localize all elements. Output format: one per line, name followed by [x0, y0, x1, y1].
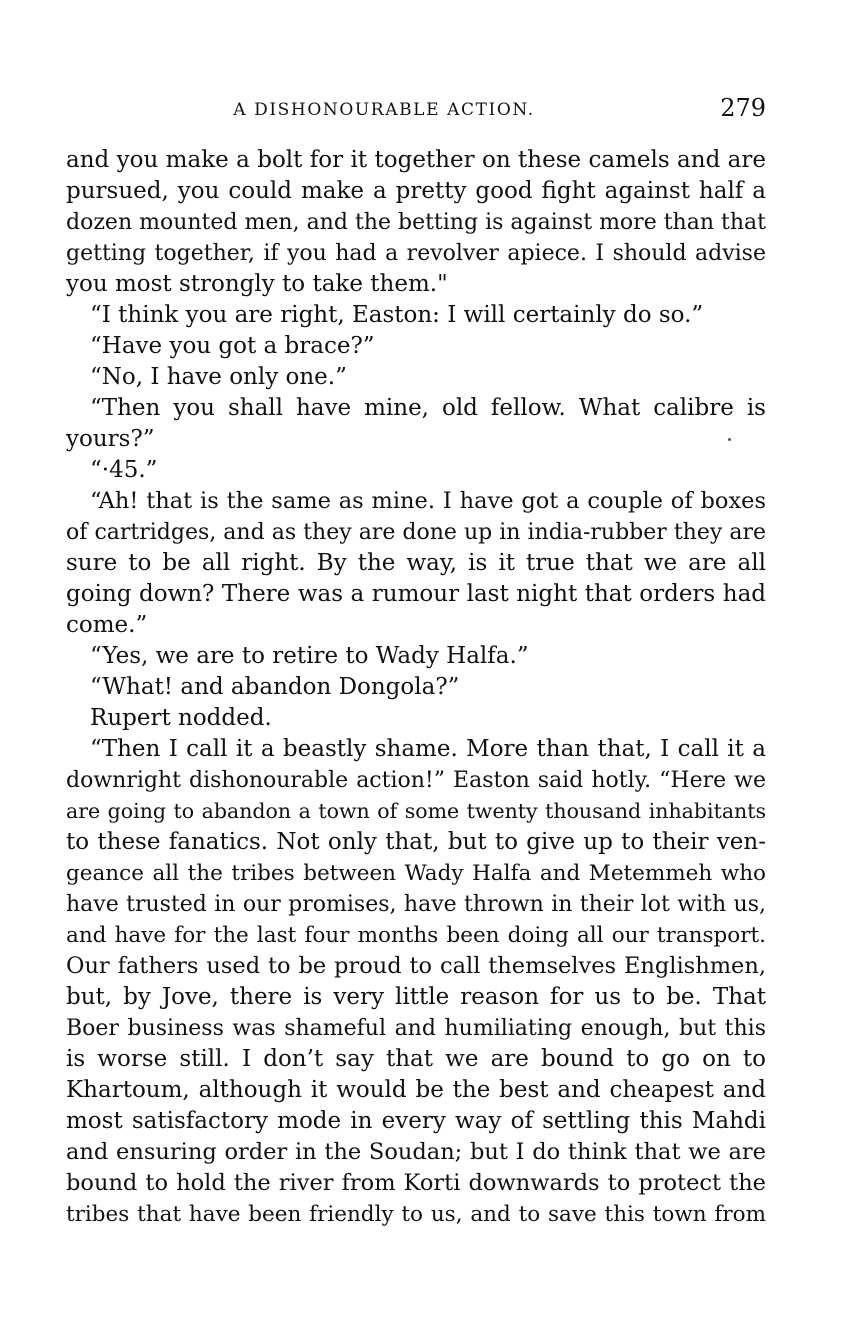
body-text	[66, 145, 766, 1230]
text-line: “Then you shall have mine, old fellow. What calibre is	[90, 395, 766, 421]
chapter-title: A DISHONOURABLE ACTION.	[233, 100, 535, 120]
text-line: “Then I call it a beastly shame. More than that, I call it a	[90, 736, 766, 762]
text-line: and ensuring order in the Soudan; but I do think that we are	[66, 1139, 766, 1165]
text-line: Rupert nodded.	[90, 705, 272, 731]
text-line: come.”	[66, 612, 148, 638]
text-line: dozen mounted men, and the betting is against more than that	[66, 210, 766, 235]
text-line: have trusted in our promises, have thrown in their lot with us,	[66, 892, 766, 917]
text-line: to these fanatics. Not only that, but to give up to their ven-	[66, 829, 766, 855]
text-line: and you make a bolt for it together on these camels and are	[66, 147, 766, 173]
text-line: getting together, if you had a revolver apiece. I should advise	[66, 241, 766, 266]
text-line: are going to abandon a town of some twenty thousand inhabitants	[66, 799, 766, 823]
text-line: most satisfactory mode in every way of settling this Mahdi	[66, 1108, 766, 1134]
page-number: 279	[720, 94, 766, 122]
running-head	[66, 94, 766, 126]
text-line: “Yes, we are to retire to Wady Halfa.”	[90, 643, 529, 669]
text-line: yours?”	[66, 426, 155, 452]
text-line: Khartoum, although it would be the best and cheapest and	[66, 1077, 766, 1103]
text-line: sure to be all right. By the way, is it true that we are all	[66, 550, 766, 576]
text-line: you most strongly to take them."	[66, 271, 448, 297]
text-line: bound to hold the river from Korti downwards to protect the	[66, 1170, 766, 1196]
text-line: pursued, you could make a pretty good fight against half a	[66, 178, 766, 204]
text-line: but, by Jove, there is very little reason for us to be. That	[66, 984, 766, 1010]
text-line: and have for the last four months been doing all our transport.	[66, 923, 766, 948]
text-line: of cartridges, and as they are done up in india-rubber they are	[66, 520, 766, 545]
text-line: “·45.”	[90, 457, 158, 483]
text-line: “Have you got a brace?”	[90, 333, 375, 359]
text-line: tribes that have been friendly to us, and to save this town from	[66, 1202, 766, 1227]
text-line: geance all the tribes between Wady Halfa and Metemmeh who	[66, 861, 766, 886]
print-speck	[728, 438, 731, 441]
text-line: Our fathers used to be proud to call themselves Englishmen,	[66, 953, 766, 979]
text-line: downright dishonourable action!” Easton said hotly. “Here we	[66, 768, 766, 793]
text-line: “What! and abandon Dongola?”	[90, 674, 460, 700]
text-line: “No, I have only one.”	[90, 364, 347, 390]
text-line: going down? There was a rumour last night that orders had	[66, 581, 766, 607]
text-line: “I think you are right, Easton: I will certainly do so.”	[90, 302, 704, 328]
text-line: Boer business was shameful and humiliating enough, but this	[66, 1016, 766, 1041]
text-line: is worse still. I don’t say that we are bound to go on to	[66, 1046, 766, 1072]
text-line: “Ah! that is the same as mine. I have got a couple of boxes	[90, 488, 766, 514]
